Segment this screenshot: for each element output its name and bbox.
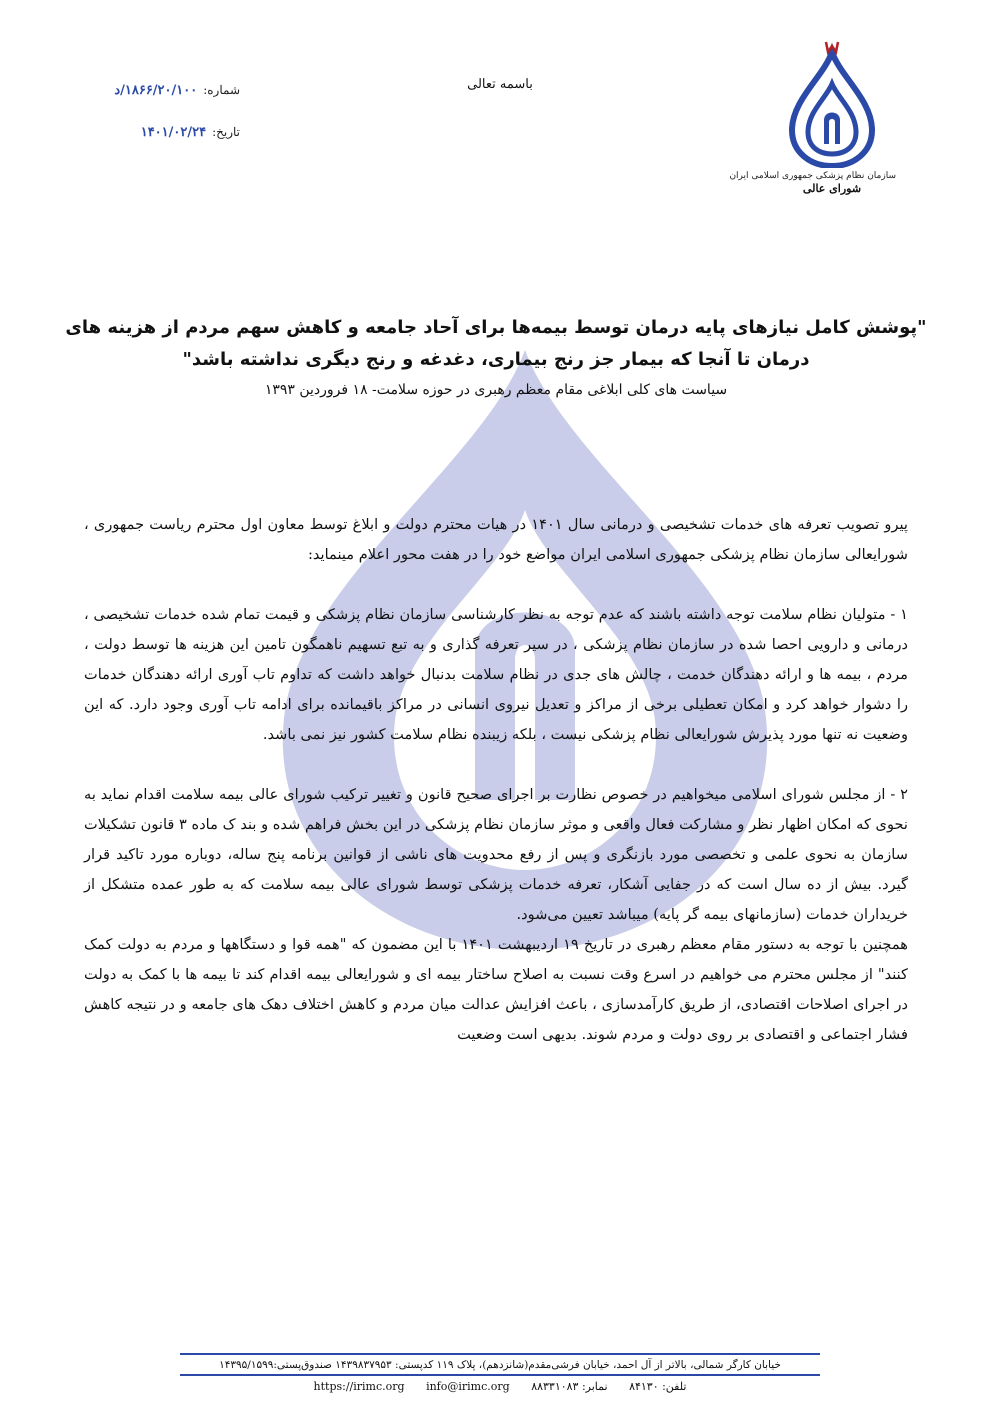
footer-address: خیابان کارگر شمالی، بالاتر از آل احمد، خیابان فرشی‌مقدم(شانزدهم)، پلاک ۱۱۹ کدپستی: ۱۴۳۹۸۳۷۹۵۳ صندوق‌پستی:۱۴۳۹۵/۱۵۹۹ bbox=[219, 1359, 781, 1371]
org-subtitle: شورای عالی bbox=[802, 182, 862, 195]
number-value: ۱۸۶۶/۲۰/۱۰۰/د bbox=[114, 82, 198, 98]
number-label: شماره: bbox=[203, 83, 240, 97]
letter-meta bbox=[80, 80, 240, 142]
paragraph-1: ۱ - متولیان نظام سلامت توجه داشته باشند که عدم توجه به نظر کارشناسی سازمان نظام پزشکی و قیمت تمام شده خدمات تشخیصی ، درمانی و دارویی احصا شده در سازمان نظام پزشکی ، در سیر تعرفه گذاری و به تبع تسهیم ناهمگون تامین این هزینه ها توسط دولت ، مردم ، بیمه ها و ارائه دهندگان خدمت ، چالش های جدی در نظام سلامت بدنبال خواهد داشت که تداوم تاب آوری ارائه دهندگان خدمات را دشوار خواهد کرد و امکان تعطیلی برخی از مراکز و تعدیل نیروی انسانی در مراکز باقیمانده برای ادامه تاب آوری وجود دارد. که این وضعیت نه تنها مورد پذیرش شورایعالی نظام پزشکی نیست ، بلکه زیبنده نظام سلامت کشور نیز نمی باشد. bbox=[84, 606, 908, 743]
footer-divider-bottom bbox=[180, 1374, 820, 1376]
footer-fax: نمابر: ۸۸۳۳۱۰۸۳ bbox=[531, 1380, 608, 1393]
date-value: ۱۴۰۱/۰۲/۲۴ bbox=[140, 124, 207, 140]
title-subtitle: سیاست های کلی ابلاغی مقام معظم رهبری در حوزه سلامت- ۱۸ فروردین ۱۳۹۳ bbox=[264, 382, 728, 398]
org-name: سازمان نظام پزشکی جمهوری اسلامی ایران bbox=[729, 171, 896, 181]
footer-email-link[interactable]: info@irimc.org bbox=[426, 1380, 510, 1393]
paragraph-3: همچنین با توجه به دستور مقام معظم رهبری در تاریخ ۱۹ اردیبهشت ۱۴۰۱ با این مضمون که "همه قوا و دستگاهها و مردم به دولت کمک کنند" از مجلس محترم می خواهیم در اسرع وقت نسبت به اصلاح ساختار بیمه ای و شورایعالی بیمه اقدام کند تا بیمه ها با کمک به دولت در اجرای اصلاحات اقتصادی، از طریق کارآمدسازی ، باعث افزایش عدالت میان مردم و کاهش اختلاف دهک های جامعه و در نتیجه کاهش فشار اجتماعی و اقتصادی بر روی دولت و مردم شوند. بدیهی است وضعیت bbox=[84, 936, 908, 1043]
footer-contact bbox=[180, 1377, 820, 1397]
date-label: تاریخ: bbox=[212, 125, 240, 139]
letter-body bbox=[84, 510, 908, 1050]
intro-paragraph: پیرو تصویب تعرفه های خدمات تشخیصی و درمانی سال ۱۴۰۱ در هیات محترم دولت و ابلاغ توسط معاون اول محترم ریاست جمهوری ، شورایعالی سازمان نظام پزشکی جمهوری اسلامی ایران مواضع خود را در هفت محور اعلام مینماید: bbox=[84, 516, 908, 563]
footer bbox=[180, 1353, 820, 1397]
title-line-2: درمان تا آنجا که بیمار جز رنج بیماری، دغدغه و رنج دیگری نداشته باشد" bbox=[182, 349, 810, 370]
letter-date-row bbox=[80, 122, 240, 142]
footer-divider-top bbox=[180, 1353, 820, 1355]
footer-phone: تلفن: ۸۴۱۳۰ bbox=[629, 1380, 687, 1393]
basmala: باسمه تعالی bbox=[467, 77, 533, 92]
title-line-1: "پوشش کامل نیازهای پایه درمان توسط بیمه‌ها برای آحاد جامعه و کاهش سهم مردم از هزینه های bbox=[65, 317, 927, 338]
org-logo bbox=[729, 40, 896, 210]
paragraph-2: ۲ - از مجلس شورای اسلامی میخواهیم در خصوص نظارت بر اجرای صحیح قانون و تغییر ترکیب شورای عالی بیمه سلامت اقدام نماید به نحوی که امکان اظهار نظر و مشارکت فعال واقعی و موثر سازمان نظام پزشکی در این بخش فراهم شده و بند ک ماده ۳ قانون تشکیلات سازمان به نحوی علمی و تخصصی مورد بازنگری و پس از رفع محدویت های ناشی از قوانین برنامه پنج ساله، دوباره مورد تاکید قرار گیرد. بیش از ده سال است که در جفایی آشکار، تعرفه خدمات پزشکی توسط شورای عالی بیمه سلامت که به طور عمده متشکل از خریداران خدمات (سازمانهای بیمه گر پایه) میباشد تعیین می‌شود. bbox=[84, 786, 908, 923]
letter-title bbox=[60, 312, 932, 402]
footer-website-link[interactable]: https://irimc.org bbox=[313, 1380, 405, 1393]
org-emblem-icon bbox=[786, 40, 878, 168]
letter-number-row bbox=[80, 80, 240, 100]
